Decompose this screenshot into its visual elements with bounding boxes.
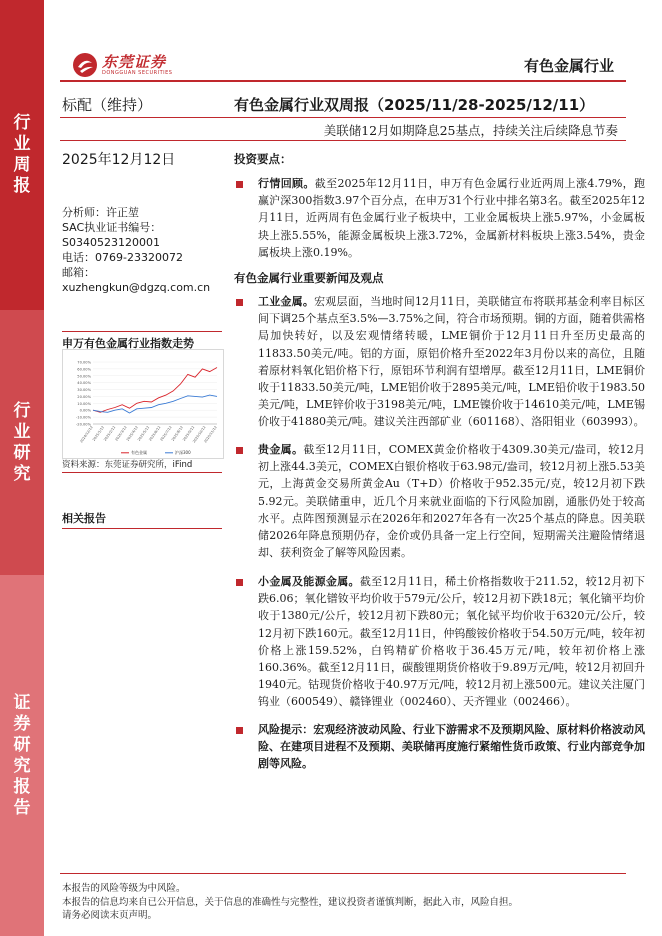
chart-y-tick: 20.00%	[77, 394, 91, 399]
market-review-lead: 行情回顾。	[258, 177, 315, 190]
chart-x-tick: 2025/2/12	[103, 425, 117, 442]
chart-y-tick: 0.00%	[79, 408, 91, 413]
chart-x-tick: 2025/9/12	[182, 425, 196, 442]
subtitle: 美联储12月如期降息25基点，持续关注后续降息节奏	[323, 123, 618, 138]
report-date: 2025年12月12日	[62, 152, 176, 168]
title-rule	[60, 117, 626, 118]
precious-metals-lead: 贵金属。	[258, 443, 304, 456]
chart-x-tick: 2025/10/12	[192, 425, 207, 444]
chart-x-tick: 2025/6/12	[148, 425, 162, 442]
sac-number: S0340523120001	[62, 236, 160, 249]
footer-read-notice: 请务必阅读末页声明。	[62, 910, 158, 921]
chart-x-tick: 2025/5/12	[136, 425, 151, 442]
chart-x-tick: 2024/12/12	[79, 425, 94, 444]
index-chart-svg	[63, 350, 223, 458]
chart-legend-label: 有色金属	[131, 450, 147, 455]
minor-energy-metals-paragraph: 小金属及能源金属。截至12月11日，稀土价格指数收于211.52，较12月初下跌6.06；氧化镨钕平均价收于579元/公斤，较12月初下跌18元；氧化镝平均价收于1380元/公斤，较12月初下跌80元；氧化铽平均价收于6320元/公斤，较12月初下跌160元。截至12月11日，仲钨酸铵价格收于54.50万元/吨，较年初价格上涨159.52%，白钨精矿价格收于36.45万元/吨，较年初价格上涨160.36%。截至12月11日，碳酸锂期货价格收于9.89万元/吨，较12月初回升1940元。钴现货价格收于40.97万元/吨，较12月初上涨500元。建议关注厦门钨业（600549）、赣锋锂业（002460）、天齐锂业（002466）。	[258, 575, 645, 709]
footer-disclaimer-text: 本报告的信息均来自已公开信息，关于信息的准确性与完整性，建议投资者谨慎判断，据此入市，风险自担。	[62, 896, 519, 908]
email-label: 邮箱：	[62, 266, 95, 279]
analyst-email[interactable]: xuzhengkun@dgzq.com.cn	[62, 281, 211, 294]
chart-y-tick: 70.00%	[77, 360, 91, 365]
footer-disclaimer	[62, 882, 518, 923]
precious-metals-paragraph: 贵金属。截至12月11日，COMEX黄金价格收于4309.30美元/盎司，较12月初上涨44.3美元，COMEX白银价格收于63.98元/盎司，较12月初上涨5.53美元，上海黄金交易所黄金Au（T+D）价格收于952.35元/克，较12月初下跌5.92元。美联储重申，近几个月来就业面临的下行风险加剧，通胀仍处于较高水平。点阵图预测显示在2026年和2027年各有一次25个基点的降息。因美联储2026年降息预期仍存，金价或仍具备一定上行空间，短期需关注避险情绪退却、获利资金了解等风险因素。	[258, 443, 645, 560]
footer-risk-level: 本报告的风险等级为中风险。	[62, 883, 186, 894]
header-rule	[60, 80, 626, 82]
chart-y-tick: 10.00%	[77, 401, 91, 406]
minor-energy-metals-lead: 小金属及能源金属。	[258, 575, 360, 588]
sidebar	[0, 0, 44, 936]
logo-mark-icon	[72, 52, 98, 78]
footer-rule	[60, 873, 626, 874]
chart-y-tick: 50.00%	[77, 374, 91, 379]
analyst-name: 分析师：许正堃	[62, 206, 139, 219]
chart-y-tick: 40.00%	[77, 381, 91, 386]
chart-x-tick: 2025/7/12	[159, 425, 173, 442]
chart-title: 申万有色金属行业指数走势	[62, 337, 194, 350]
bullet-icon	[236, 181, 243, 188]
chart-x-tick: 2025/1/12	[91, 425, 106, 442]
chart-legend-label: 沪深300	[175, 450, 191, 455]
bullet-icon	[236, 299, 243, 306]
index-chart	[62, 349, 224, 459]
sidebar-report-type: 行业周报	[0, 0, 44, 310]
rating: 标配（维持）	[62, 96, 153, 114]
risk-paragraph: 风险提示：宏观经济波动风险、行业下游需求不及预期风险、原材料价格波动风险、在建项目进程不及预期、美联储再度施行紧缩性货币政策、行业内部竞争加剧等风险。	[258, 723, 646, 771]
analyst-info	[62, 205, 222, 295]
industry-tag: 有色金属行业	[523, 57, 614, 75]
chart-x-tick: 2025/4/12	[125, 425, 139, 442]
industrial-metals-paragraph: 工业金属。宏观层面，当地时间12月11日，美联储宣布将联邦基金利率目标区间下调25个基点至3.5%—3.75%之间，符合市场预期。铜的方面，随着供需格局加快转好，以及宏观情绪转暖，LME铜价于12月11日升至历史最高的11833.50美元/吨。铝的方面，原铝价格升至2022年3月份以来的高位，且随着原材料氧化铝价格下行，原铝环节利润有望增厚。截至12月11日，LME铜价收于11833.50美元/吨，LME铝价收于2895美元/吨，LME铅价收于1983.50美元/吨，LME锌价收于3198美元/吨，LME镍价收于14610美元/吨，LME锡价收于41880美元/吨。建议关注西部矿业（601168）、洛阳钼业（603993）。	[258, 295, 645, 429]
page-title: 有色金属行业双周报（2025/11/28-2025/12/11）	[234, 96, 595, 114]
logo-name-en: DONGGUAN SECURITIES	[102, 69, 173, 76]
logo-name-cn: 东莞证券	[102, 52, 167, 71]
risk-lead: 风险提示：	[258, 723, 314, 736]
bullet-icon	[236, 727, 243, 734]
sac-label: SAC执业证书编号：	[62, 221, 162, 234]
sidebar-category: 行业研究	[0, 310, 44, 575]
market-review-paragraph: 行情回顾。截至2025年12月11日，申万有色金属行业近两周上涨4.79%，跑赢沪深300指数3.97个百分点，在申万31个行业中排名第3名。截至2025年12月11日，近两周有色金属行业子板块中，工业金属板块上涨5.97%，小金属板块上涨5.55%，能源金属板块上涨3.72%，金属新材料板块上涨3.54%，贵金属板块上涨0.19%。	[258, 177, 646, 259]
chart-y-tick: -10.00%	[76, 415, 91, 420]
chart-x-tick: 2025/8/12	[170, 425, 185, 442]
key-points-heading: 投资要点：	[234, 152, 292, 166]
subtitle-rule	[60, 140, 626, 141]
sidebar-doc-type: 证券研究报告	[0, 575, 44, 936]
chart-rule-bottom	[62, 472, 222, 473]
related-reports-heading: 相关报告	[62, 512, 106, 525]
chart-y-tick: 60.00%	[77, 367, 91, 372]
chart-y-tick: -20.00%	[76, 422, 91, 427]
chart-x-tick: 2025/11/12	[203, 425, 218, 444]
chart-y-tick: 30.00%	[77, 388, 91, 393]
bullet-icon	[236, 579, 243, 586]
chart-rule-top	[62, 331, 222, 332]
chart-x-tick: 2025/3/12	[114, 425, 128, 442]
bullet-icon	[236, 447, 243, 454]
news-heading: 有色金属行业重要新闻及观点	[234, 271, 384, 285]
company-logo	[72, 52, 172, 78]
chart-source: 资料来源：东莞证券研究所，iFind	[62, 460, 193, 470]
chart-series-line	[93, 368, 217, 413]
industrial-metals-lead: 工业金属。	[258, 295, 315, 308]
related-rule	[62, 528, 222, 529]
analyst-phone: 电话：0769-23320072	[62, 251, 183, 264]
